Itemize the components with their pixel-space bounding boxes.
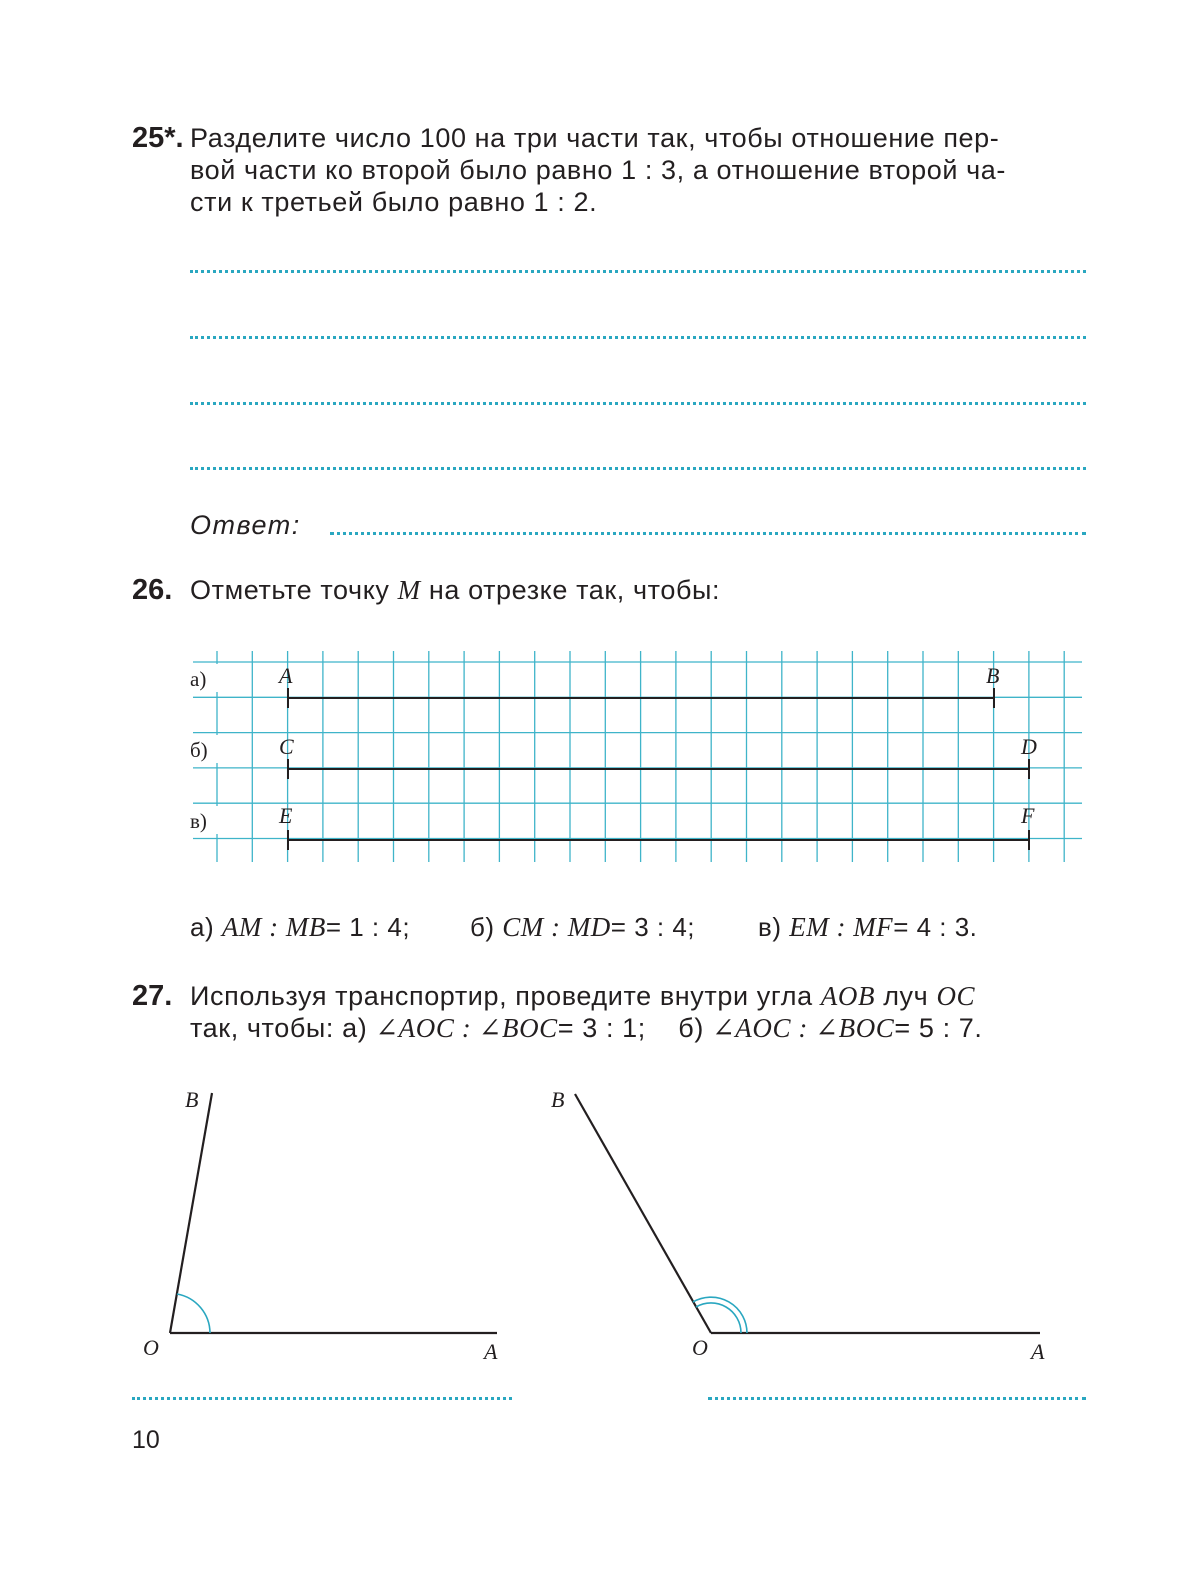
graph-paper-grid	[193, 651, 1082, 862]
condition-b	[470, 912, 695, 943]
condition-a-label: а)	[190, 912, 215, 942]
point-label-f: F	[1021, 803, 1035, 828]
point-label-c: C	[279, 734, 294, 759]
task-27-line-1	[190, 980, 1090, 1012]
label-b-right: B	[551, 1087, 565, 1112]
task-25-line-1: Разделите число 100 на три части так, чтобы отношение пер-	[190, 123, 1000, 153]
point-label-b: B	[986, 663, 1000, 688]
task-25-line-2: вой части ко второй было равно 1 : 3, а отношение второй ча-	[190, 155, 1006, 185]
segments	[288, 688, 1029, 850]
row-label-c: в)	[190, 809, 207, 833]
answer-label: Ответ:	[190, 510, 301, 540]
answer-line-27b[interactable]	[708, 1397, 1086, 1400]
task-25-number: 25*.	[132, 122, 184, 154]
angle-arc-left	[177, 1294, 210, 1333]
condition-27a-lhs: ∠AOC : ∠BOC	[375, 1013, 558, 1043]
label-a-right: A	[1031, 1339, 1045, 1364]
condition-c-rhs: = 4 : 3.	[893, 912, 978, 942]
label-a-left: A	[484, 1339, 498, 1364]
label-b-left: B	[185, 1087, 199, 1112]
ray-ob-right	[575, 1094, 711, 1333]
point-m-name: M	[397, 575, 421, 605]
label-o-left: O	[143, 1335, 159, 1360]
page-number: 10	[132, 1426, 160, 1454]
condition-b-lhs: CM : MD	[502, 912, 611, 942]
condition-b-rhs: = 3 : 4;	[610, 912, 696, 942]
task-26-number: 26.	[132, 574, 173, 606]
angle-figure-left	[143, 1087, 498, 1364]
point-label-d: D	[1021, 734, 1037, 759]
label-o-right: O	[692, 1335, 708, 1360]
task-27-line-2-prefix: так, чтобы: а)	[190, 1013, 368, 1043]
condition-27b-rhs: = 5 : 7.	[894, 1013, 983, 1043]
condition-a-rhs: = 1 : 4;	[325, 912, 411, 942]
condition-b-label: б)	[470, 912, 495, 942]
ray-word: луч	[883, 981, 929, 1011]
task-26-text-after: на отрезке так, чтобы:	[428, 575, 721, 605]
condition-a	[190, 912, 410, 943]
angle-figure-right	[551, 1087, 1045, 1364]
answer-line-27a[interactable]	[132, 1397, 512, 1400]
task-27-number: 27.	[132, 980, 173, 1012]
condition-a-lhs: AM : MB	[221, 912, 326, 942]
row-label-b: б)	[190, 738, 208, 762]
task-27-line-2-mid: б)	[678, 1013, 704, 1043]
ray-ob-left	[170, 1093, 212, 1333]
task-27-line-2	[190, 1012, 983, 1044]
point-label-a: A	[279, 663, 293, 688]
condition-c-lhs: EM : MF	[789, 912, 894, 942]
point-label-e: E	[279, 803, 293, 828]
task-25-line-3: сти к третьей было равно 1 : 2.	[190, 187, 598, 217]
task-26-text-before: Отметьте точку	[190, 575, 390, 605]
angle-name: AOB	[820, 981, 876, 1011]
condition-c-label: в)	[758, 912, 782, 942]
condition-27b-lhs: ∠AOC : ∠BOC	[712, 1013, 895, 1043]
ray-name: OC	[936, 981, 976, 1011]
row-label-a: а)	[190, 667, 207, 691]
condition-27a-rhs: = 3 : 1;	[557, 1013, 646, 1043]
condition-c	[758, 912, 977, 943]
task-27-line-1-text: Используя транспортир, проведите внутри угла	[190, 981, 813, 1011]
